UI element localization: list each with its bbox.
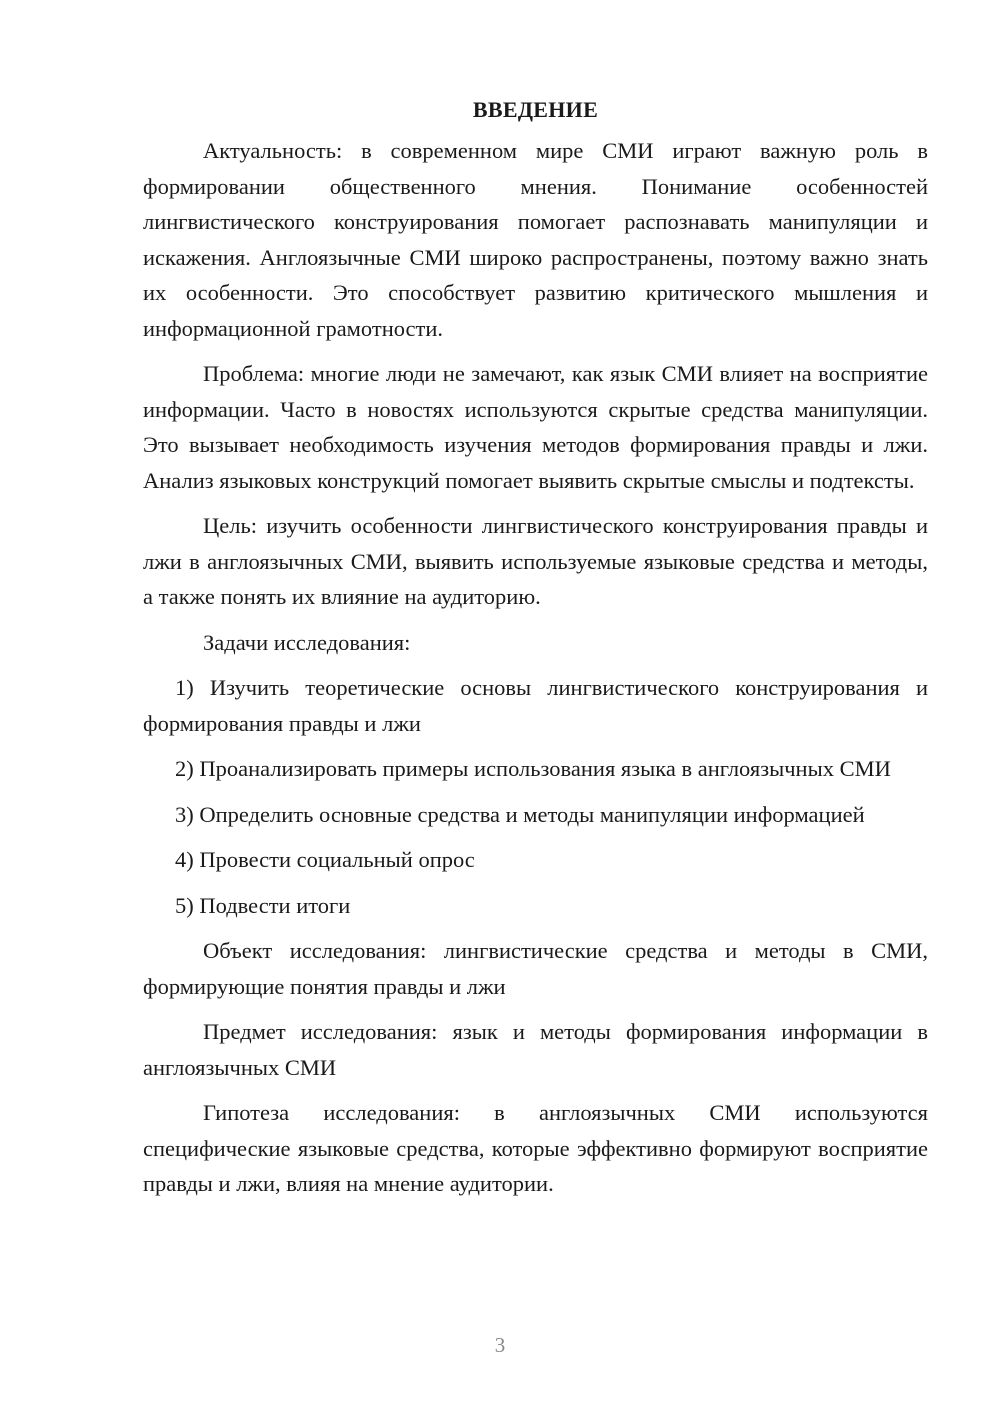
problem-paragraph: Проблема: многие люди не замечают, как язык СМИ влияет на восприятие информации. Часто в новостях используются скрытые средства манипуляции. Это вызывает необходимость изучения методов формирования правды и лжи. Анализ языковых конструкций помогает выявить скрытые смыслы и подтексты.	[143, 361, 928, 493]
task-item-1: 1) Изучить теоретические основы лингвистического конструирования и формирования правды и лжи	[143, 675, 928, 736]
task-item-4: 4) Провести социальный опрос	[175, 847, 475, 872]
page-number: 3	[494, 1333, 506, 1357]
tasks-title: Задачи исследования:	[203, 629, 411, 655]
relevance-paragraph: Актуальность: в современном мире СМИ играют важную роль в формировании общественного мнения. Понимание особенностей лингвистического конструирования помогает распознавать манипуляции и искажения. Англоязычные СМИ широко распространены, поэтому важно знать их особенности. Это способствует развитию критического мышления и информационной грамотности.	[143, 138, 928, 341]
task-item-5: 5) Подвести итоги	[175, 892, 351, 918]
object-paragraph: Объект исследования: лингвистические средства и методы в СМИ, формирующие понятия правды и лжи	[143, 938, 928, 999]
document-page	[143, 93, 928, 1212]
task-item-2: 2) Проанализировать примеры использования языка в англоязычных СМИ	[175, 756, 891, 781]
task-item-3: 3) Определить основные средства и методы манипуляции информацией	[175, 801, 865, 827]
page-title: ВВЕДЕНИЕ	[472, 97, 599, 122]
goal-paragraph: Цель: изучить особенности лингвистического конструирования правды и лжи в англоязычных СМИ, выявить используемые языковые средства и методы, а также понять их влияние на аудиторию.	[143, 513, 928, 609]
hypothesis-paragraph: Гипотеза исследования: в англоязычных СМИ используются специфические языковые средства, которые эффективно формируют восприятие правды и лжи, влияя на мнение аудитории.	[143, 1100, 928, 1196]
subject-paragraph: Предмет исследования: язык и методы формирования информации в англоязычных СМИ	[143, 1019, 928, 1080]
